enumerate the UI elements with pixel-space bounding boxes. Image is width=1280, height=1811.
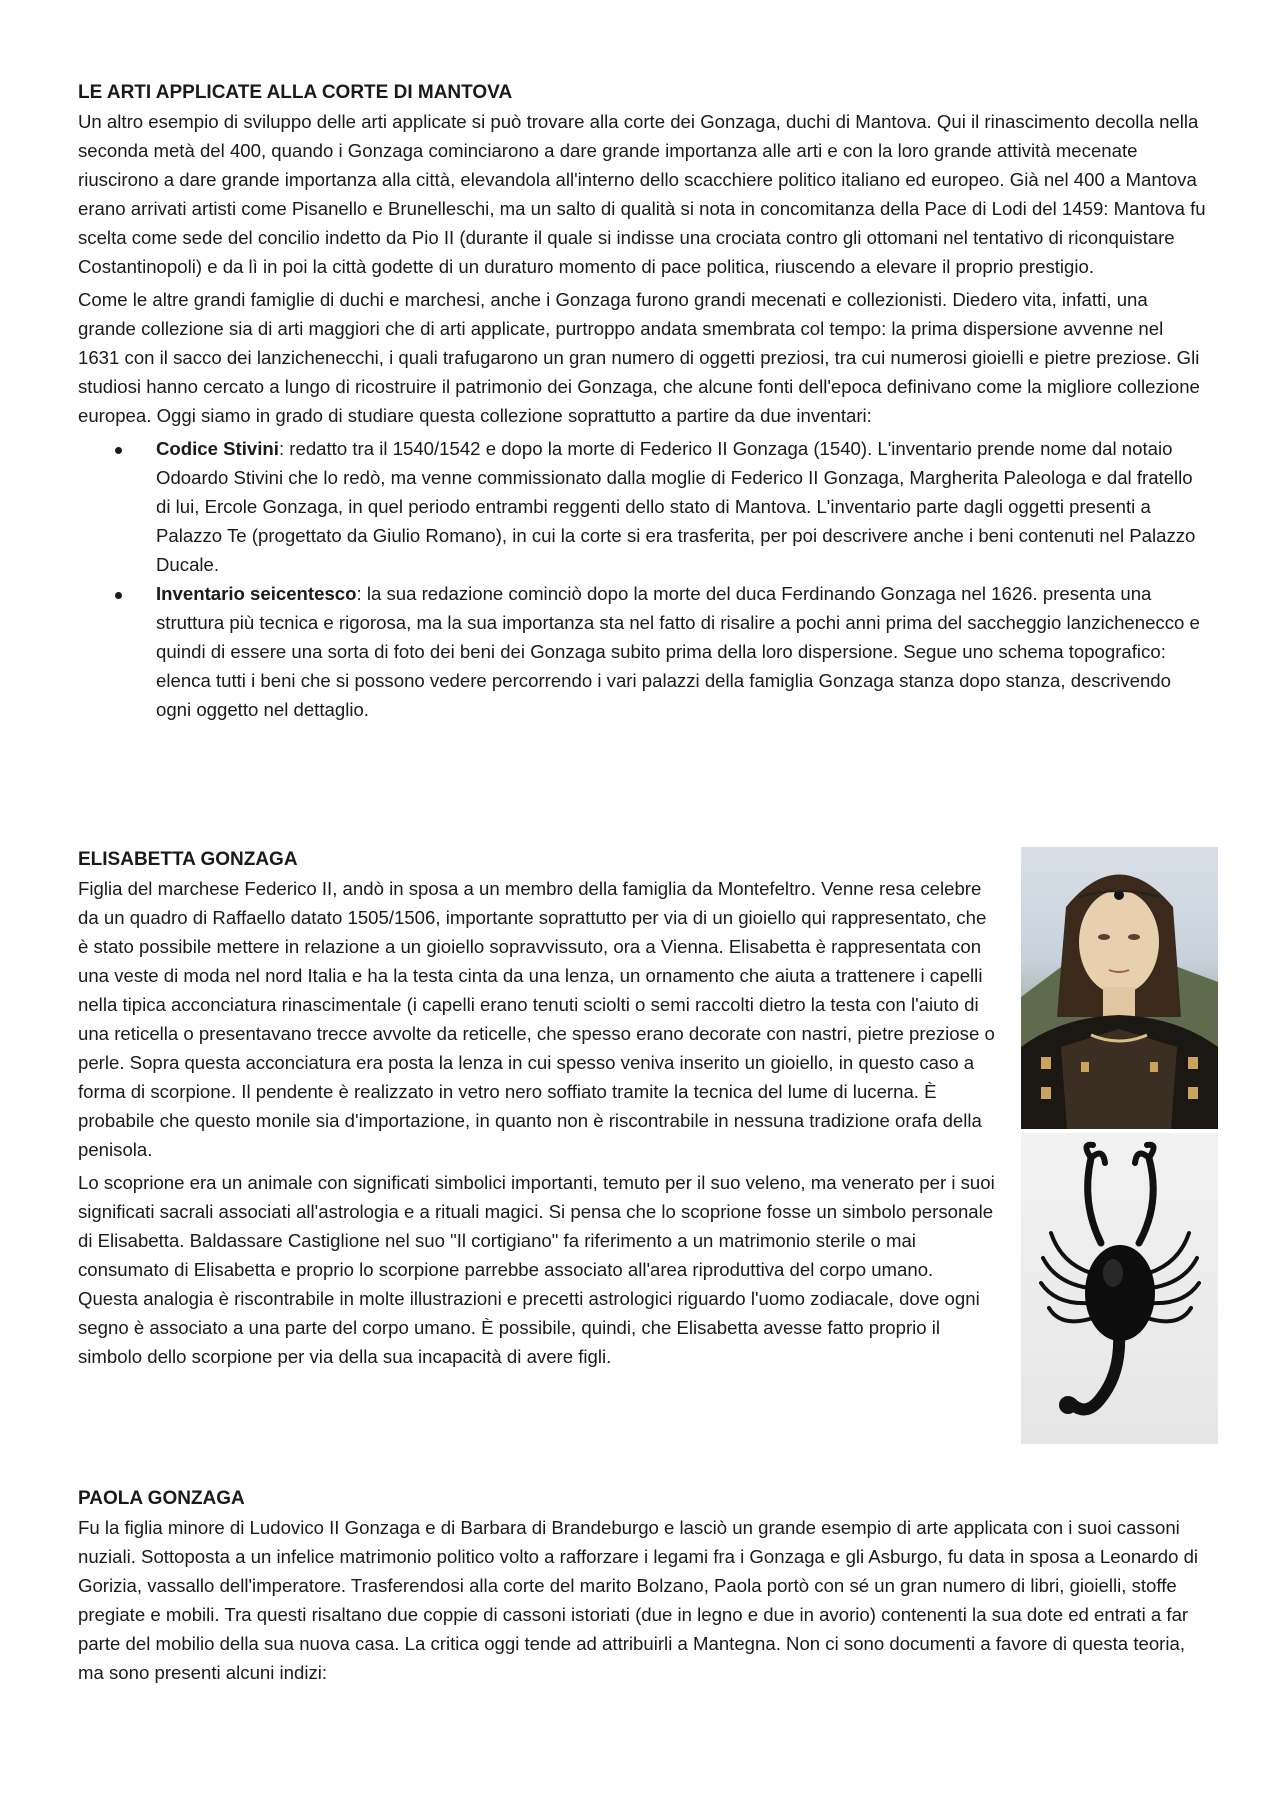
- scorpion-pendant-image: [1021, 1133, 1218, 1444]
- bullet-icon: [115, 447, 122, 454]
- elisabetta-portrait-image: [1021, 847, 1218, 1129]
- list-item: [78, 434, 1208, 579]
- paragraph-paola-cassoni: Fu la figlia minore di Ludovico II Gonzaga e di Barbara di Brandeburgo e lasciò un grande esempio di arte applicata con i suoi cassoni nuziali. Sottoposta a un infelice matrimonio politico volto a rafforzare i legami fra i Gonzaga e gli Asburgo, fu data in sposa a Leonardo di Gorizia, vassallo dell'imperatore. Trasferendosi alla corte del marito Bolzano, Paola portò con sé un gran numero di libri, gioielli, stoffe pregiate e mobili. Tra questi risaltano due coppie di cassoni istoriati (due in legno e due in avorio) contenenti la sua dote ed entrati a far parte del mobilio della sua nuova casa. La critica oggi tende ad attribuirli a Mantegna. Non ci sono documenti a favore di questa teoria, ma sono presenti alcuni indizi:: [78, 1517, 1199, 1683]
- section-title-mantova: LE ARTI APPLICATE ALLA CORTE DI MANTOVA: [78, 82, 513, 103]
- section-paola: [78, 1484, 1208, 1691]
- paragraph-elisabetta-portrait: Figlia del marchese Federico II, andò in sposa a un membro della famiglia da Montefeltro. Venne resa celebre da un quadro di Raffaello datato 1505/1506, importante soprattutto per via di un gioiello qui rappresentato, che è stato possibile mettere in relazione a un gioiello sopravvissuto, ora a Vienna. Elisabetta è rappresentata con una veste di moda nel nord Italia e ha la testa cinta da una lenza, un ornamento che aiuta a trattenere i capelli nella tipica acconciatura rinascimentale (i capelli erano tenuti sciolti o semi raccolti dietro la testa con l'aiuto di una reticella o presentavano trecce avvolte da reticelle, che spesso erano decorate con nastri, pietre preziose o perle. Sopra questa acconciatura era posta la lenza in cui spesso veniva inserito un gioiello, in questo caso a forma di scorpione. Il pendente è realizzato in vetro nero soffiato tramite la tecnica del lume di lucerna. È probabile che questo monile sia d'importazione, in quanto non è riscontrabile in nessuna tradizione orafa della penisola.: [78, 878, 995, 1160]
- scorpion-icon: [1021, 1133, 1218, 1444]
- list-item: [78, 579, 1208, 724]
- section-mantova: [78, 78, 1208, 724]
- list-item-term: Codice Stivini: [156, 438, 279, 459]
- paragraph-gonzaga-collection: Come le altre grandi famiglie di duchi e marchesi, anche i Gonzaga furono grandi mecenati e collezionisti. Diedero vita, infatti, una grande collezione sia di arti maggiori che di arti applicate, purtroppo andata smembrata col tempo: la prima dispersione avvenne nel 1631 con il sacco dei lanzichenecchi, i quali trafugarono un gran numero di oggetti preziosi, tra cui numerosi gioielli e pietre preziose. Gli studiosi hanno cercato a lungo di ricostruire il patrimonio dei Gonzaga, che alcune fonti dell'epoca definivano come la migliore collezione europea. Oggi siamo in grado di studiare questa collezione soprattutto a partire da due inventari:: [78, 289, 1200, 426]
- list-item-text: : redatto tra il 1540/1542 e dopo la morte di Federico II Gonzaga (1540). L'inventario prende nome dal notaio Odoardo Stivini che lo redò, ma venne commissionato dalla moglie di Federico II Gonzaga, Margherita Paleologa e dal fratello di lui, Ercole Gonzaga, in quel periodo entrambi reggenti dello stato di Mantova. L'inventario parte dagli oggetti presenti a Palazzo Te (progettato da Giulio Romano), in cui la corte si era trasferita, per poi descrivere anche i beni contenuti nel Palazzo Ducale.: [156, 438, 1196, 575]
- section-title-paola: PAOLA GONZAGA: [78, 1488, 245, 1509]
- paragraph-scorpion-symbol: Lo scoprione era un animale con significati simbolici importanti, temuto per il suo veleno, ma venerato per i suoi significati sacrali associati all'astrologia e a rituali magici. Si pensa che lo scoprione fosse un simbolo personale di Elisabetta. Baldassare Castiglione nel suo "Il cortigiano" fa riferimento a un matrimonio sterile o mai consumato di Elisabetta e proprio lo scorpione parrebbe associato all'area riproduttiva del corpo umano. Questa analogia è riscontrabile in molte illustrazioni e precetti astrologici riguardo l'uomo zodiacale, dove ogni segno è associato a una parte del corpo umano. È possibile, quindi, che Elisabetta avesse fatto proprio il simbolo dello scorpione per via della sua incapacità di avere figli.: [78, 1172, 995, 1367]
- list-item-term: Inventario seicentesco: [156, 583, 357, 604]
- section-elisabetta: [78, 845, 998, 1375]
- portrait-illustration: [1021, 847, 1218, 1129]
- bullet-icon: [115, 592, 122, 599]
- list-item-text: : la sua redazione cominciò dopo la morte del duca Ferdinando Gonzaga nel 1626. presenta una struttura più tecnica e rigorosa, ma la sua importanza sta nel fatto di risalire a pochi anni prima del saccheggio lanzichenecco e quindi di essere una sorta di foto dei beni dei Gonzaga subito prima della loro dispersione. Segue uno schema topografico: elenca tutti i beni che si possono vedere percorrendo i vari palazzi della famiglia Gonzaga stanza dopo stanza, descrivendo ogni oggetto nel dettaglio.: [156, 583, 1200, 720]
- inventory-list: [78, 434, 1208, 724]
- section-title-elisabetta: ELISABETTA GONZAGA: [78, 849, 298, 870]
- paragraph-mantova-intro: Un altro esempio di sviluppo delle arti applicate si può trovare alla corte dei Gonzaga, duchi di Mantova. Qui il rinascimento decolla nella seconda metà del 400, quando i Gonzaga cominciarono a dare grande importanza alle arti e con la loro grande attività mecenate riuscirono a dare grande importanza alla città, elevandola all'interno dello scacchiere politico italiano ed europeo. Già nel 400 a Mantova erano arrivati artisti come Pisanello e Brunelleschi, ma un salto di qualità si nota in concomitanza della Pace di Lodi del 1459: Mantova fu scelta come sede del concilio indetto da Pio II (durante il quale si indisse una crociata contro gli ottomani nel tentativo di riconquistare Costantinopoli) e da lì in poi la città godette di un duraturo momento di pace politica, riuscendo a elevare il proprio prestigio.: [78, 111, 1206, 277]
